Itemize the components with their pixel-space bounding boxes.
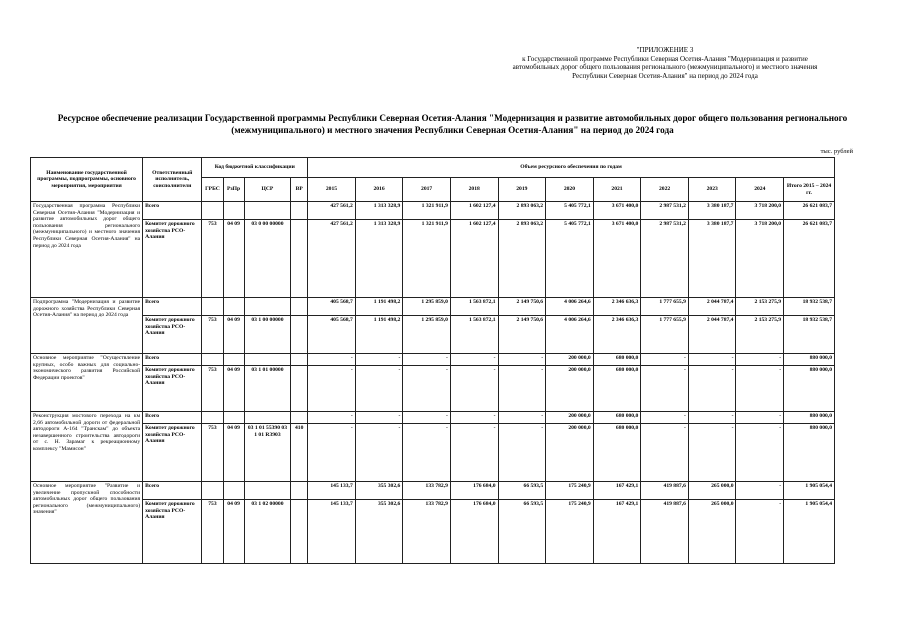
row-value-2015: -	[308, 366, 356, 412]
row-total: 18 932 538,7	[784, 298, 835, 316]
row-csr: 03 1 00 00000	[244, 316, 291, 354]
row-rzpr: 04 09	[223, 366, 244, 412]
row-vr: 410	[291, 424, 308, 482]
header-year-0: 2015	[308, 178, 356, 202]
row-executor: Всего	[143, 482, 202, 500]
table-row	[31, 482, 835, 500]
row-value-2016: -	[355, 354, 403, 366]
row-value-2016: -	[355, 366, 403, 412]
row-value-2018: 1 563 872,1	[450, 316, 498, 354]
row-grbs	[202, 298, 223, 316]
header-year-7: 2022	[641, 178, 689, 202]
header-total: Итого 2015 – 2024 гг.	[784, 178, 835, 202]
row-value-2021: 3 671 400,0	[593, 220, 641, 298]
row-rzpr	[223, 412, 244, 424]
row-rzpr: 04 09	[223, 500, 244, 564]
row-value-2024: 2 153 275,9	[736, 298, 784, 316]
row-value-2017: 133 782,9	[403, 482, 451, 500]
row-value-2016: 1 313 328,9	[355, 220, 403, 298]
row-executor: Комитет дорожного хозяйства РСО-Алания	[143, 316, 202, 354]
row-total: 26 621 083,7	[784, 202, 835, 220]
row-executor: Комитет дорожного хозяйства РСО-Алания	[143, 500, 202, 564]
row-executor: Всего	[143, 412, 202, 424]
row-value-2020: 175 240,9	[546, 482, 594, 500]
row-vr	[291, 316, 308, 354]
row-value-2024: -	[736, 354, 784, 366]
row-value-2023: -	[688, 412, 736, 424]
header-code-0: ГРБС	[202, 178, 223, 202]
row-executor: Всего	[143, 202, 202, 220]
row-total: 1 905 054,4	[784, 482, 835, 500]
row-value-2017: -	[403, 354, 451, 366]
row-executor: Комитет дорожного хозяйства РСО-Алания	[143, 424, 202, 482]
row-csr: 03 1 01 00000	[244, 366, 291, 412]
row-total: 880 000,0	[784, 412, 835, 424]
row-grbs: 753	[202, 424, 223, 482]
row-value-2016: 1 313 328,9	[355, 202, 403, 220]
row-value-2023: 265 000,0	[688, 482, 736, 500]
row-value-2023: 265 000,0	[688, 500, 736, 564]
header-year-5: 2020	[546, 178, 594, 202]
row-vr	[291, 500, 308, 564]
row-value-2017: -	[403, 412, 451, 424]
row-value-2017: 1 321 911,9	[403, 220, 451, 298]
row-grbs: 753	[202, 500, 223, 564]
row-vr	[291, 220, 308, 298]
header-year-1: 2016	[355, 178, 403, 202]
row-value-2020: 4 006 264,6	[546, 316, 594, 354]
row-csr: 03 0 00 00000	[244, 220, 291, 298]
row-value-2021: 3 671 400,0	[593, 202, 641, 220]
row-value-2023: 2 044 787,4	[688, 316, 736, 354]
document-title: Ресурсное обеспечение реализации Государственной программы Республики Северная Осетия-Алания "Модернизация и развитие автомобильных дорог общего пользования регионального (межмуниципального) и местного значения Республики Северная Осетия-Алания" на период до 2024 года	[57, 113, 848, 135]
row-rzpr	[223, 354, 244, 366]
header-year-6: 2021	[593, 178, 641, 202]
row-grbs: 753	[202, 220, 223, 298]
row-value-2016: -	[355, 424, 403, 482]
row-value-2016: 1 191 498,2	[355, 316, 403, 354]
row-value-2023: -	[688, 354, 736, 366]
row-value-2016: -	[355, 412, 403, 424]
row-value-2022: 1 777 655,9	[641, 298, 689, 316]
row-value-2017: 1 295 859,0	[403, 298, 451, 316]
row-value-2017: 1 321 911,9	[403, 202, 451, 220]
row-value-2020: 4 006 264,6	[546, 298, 594, 316]
row-total: 18 932 538,7	[784, 316, 835, 354]
row-executor: Всего	[143, 354, 202, 366]
row-value-2021: 680 000,0	[593, 424, 641, 482]
row-value-2016: 355 302,6	[355, 500, 403, 564]
row-vr	[291, 298, 308, 316]
row-rzpr: 04 09	[223, 220, 244, 298]
row-value-2022: -	[641, 412, 689, 424]
row-value-2023: 3 380 187,7	[688, 220, 736, 298]
table-row	[31, 366, 835, 412]
row-total: 880 000,0	[784, 366, 835, 412]
row-rzpr: 04 09	[223, 424, 244, 482]
row-value-2019: 66 593,5	[498, 500, 546, 564]
header-code-2: ЦСР	[244, 178, 291, 202]
row-value-2019: 2 893 063,2	[498, 220, 546, 298]
row-vr	[291, 412, 308, 424]
row-value-2015: 427 561,2	[308, 220, 356, 298]
row-rzpr	[223, 298, 244, 316]
row-value-2019: -	[498, 354, 546, 366]
row-value-2022: -	[641, 366, 689, 412]
row-value-2018: 1 602 127,4	[450, 220, 498, 298]
row-value-2024: -	[736, 500, 784, 564]
appendix-label: "ПРИЛОЖЕНИЕ 3	[636, 46, 694, 54]
row-vr	[291, 354, 308, 366]
row-csr	[244, 354, 291, 366]
row-total: 880 000,0	[784, 354, 835, 366]
row-grbs	[202, 354, 223, 366]
row-value-2024: 3 718 200,0	[736, 220, 784, 298]
header-code-1: РзПр	[223, 178, 244, 202]
row-value-2019: 2 149 750,6	[498, 316, 546, 354]
row-value-2024: 3 718 200,0	[736, 202, 784, 220]
row-value-2020: 200 000,0	[546, 424, 594, 482]
row-csr: 03 1 01 55390 03 1 01 R3903	[244, 424, 291, 482]
table-row	[31, 424, 835, 482]
row-executor: Комитет дорожного хозяйства РСО-Алания	[143, 366, 202, 412]
row-value-2024: -	[736, 482, 784, 500]
row-value-2018: -	[450, 366, 498, 412]
row-value-2018: 1 602 127,4	[450, 202, 498, 220]
row-value-2017: -	[403, 424, 451, 482]
table-row	[31, 500, 835, 564]
row-value-2016: 1 191 498,2	[355, 298, 403, 316]
row-value-2023: 2 044 787,4	[688, 298, 736, 316]
row-csr	[244, 412, 291, 424]
row-name: Основное мероприятие "Осуществление крупных, особо важных для социально-экономического развития Российской Федерации проектов"	[31, 354, 143, 412]
row-value-2022: -	[641, 424, 689, 482]
row-vr	[291, 202, 308, 220]
row-value-2022: 2 987 531,2	[641, 220, 689, 298]
row-value-2020: 200 000,0	[546, 412, 594, 424]
row-value-2023: -	[688, 366, 736, 412]
row-value-2019: -	[498, 412, 546, 424]
row-grbs	[202, 482, 223, 500]
row-value-2022: 2 987 531,2	[641, 202, 689, 220]
row-vr	[291, 482, 308, 500]
appendix-block	[500, 46, 830, 80]
row-csr	[244, 482, 291, 500]
header-year-4: 2019	[498, 178, 546, 202]
row-name: Подпрограмма "Модернизация и развитие дорожного хозяйства Республики Северная Осетия-Алания" на период до 2024 года	[31, 298, 143, 354]
row-vr	[291, 366, 308, 412]
row-value-2020: 200 000,0	[546, 354, 594, 366]
row-value-2023: 3 380 187,7	[688, 202, 736, 220]
row-value-2020: 200 000,0	[546, 366, 594, 412]
row-value-2019: -	[498, 366, 546, 412]
row-executor: Всего	[143, 298, 202, 316]
row-rzpr: 04 09	[223, 316, 244, 354]
row-rzpr	[223, 202, 244, 220]
row-name: Государственная программа Республики Северная Осетия-Алания "Модернизация и развитие автомобильных дорог общего пользования регионального (межмуниципального) и местного значения Республики Северная Осетия-Алания" на период до 2024 года	[31, 202, 143, 298]
row-value-2015: 145 133,7	[308, 482, 356, 500]
appendix-reference: к Государственной программе Республики Северная Осетия-Алания "Модернизация и развитие автомобильных дорог общего пользования регионального (межмуниципального) и местного значения Республики Северная Осетия-Алания" на период до 2024 года	[512, 54, 818, 80]
header-year-8: 2023	[688, 178, 736, 202]
row-csr: 03 1 02 00000	[244, 500, 291, 564]
row-value-2015: -	[308, 424, 356, 482]
row-value-2024: 2 153 275,9	[736, 316, 784, 354]
row-value-2015: -	[308, 354, 356, 366]
row-grbs: 753	[202, 316, 223, 354]
row-value-2018: 176 684,0	[450, 482, 498, 500]
header-year-2: 2017	[403, 178, 451, 202]
row-value-2015: 405 568,7	[308, 316, 356, 354]
row-value-2024: -	[736, 424, 784, 482]
row-value-2020: 5 405 772,1	[546, 220, 594, 298]
row-executor: Комитет дорожного хозяйства РСО-Алания	[143, 220, 202, 298]
row-grbs: 753	[202, 366, 223, 412]
row-grbs	[202, 202, 223, 220]
row-value-2020: 175 240,9	[546, 500, 594, 564]
header-executor: Ответственный исполнитель, соисполнители	[143, 158, 202, 202]
row-value-2022: 1 777 655,9	[641, 316, 689, 354]
row-value-2022: 419 887,6	[641, 500, 689, 564]
row-value-2015: 427 561,2	[308, 202, 356, 220]
row-total: 1 905 054,4	[784, 500, 835, 564]
row-value-2021: 167 429,1	[593, 482, 641, 500]
header-budget-code: Код бюджетной классификации	[202, 158, 308, 178]
row-value-2019: 2 893 063,2	[498, 202, 546, 220]
row-value-2021: 2 346 636,3	[593, 316, 641, 354]
row-value-2018: -	[450, 424, 498, 482]
row-value-2021: 2 346 636,3	[593, 298, 641, 316]
row-value-2020: 5 405 772,1	[546, 202, 594, 220]
row-value-2024: -	[736, 366, 784, 412]
row-value-2015: 405 568,7	[308, 298, 356, 316]
row-value-2015: -	[308, 412, 356, 424]
row-value-2018: 176 684,0	[450, 500, 498, 564]
table-row	[31, 412, 835, 424]
header-name: Наименование государственной программы, подпрограммы, основного мероприятия, мероприятия	[31, 158, 143, 202]
row-value-2022: 419 887,6	[641, 482, 689, 500]
row-value-2019: 2 149 750,6	[498, 298, 546, 316]
row-value-2016: 355 302,6	[355, 482, 403, 500]
row-rzpr	[223, 482, 244, 500]
row-value-2018: -	[450, 412, 498, 424]
header-year-9: 2024	[736, 178, 784, 202]
row-value-2021: 680 000,0	[593, 354, 641, 366]
row-value-2017: 133 782,9	[403, 500, 451, 564]
row-total: 880 000,0	[784, 424, 835, 482]
row-grbs	[202, 412, 223, 424]
row-value-2017: -	[403, 366, 451, 412]
row-value-2018: 1 563 872,1	[450, 298, 498, 316]
table-row	[31, 298, 835, 316]
resource-table	[30, 157, 835, 564]
row-value-2021: 167 429,1	[593, 500, 641, 564]
row-value-2017: 1 295 859,0	[403, 316, 451, 354]
row-csr	[244, 298, 291, 316]
row-value-2018: -	[450, 354, 498, 366]
row-name: Основное мероприятие "Развитие и увеличение пропускной способности автомобильных дорог общего пользования регионального (межмуниципального) значения"	[31, 482, 143, 564]
units-label: тыс. рублей	[820, 148, 853, 155]
row-value-2015: 145 133,7	[308, 500, 356, 564]
row-name: Реконструкция мостового перехода на км 2,66 автомобильной дороги от федеральной автодороги А-164 "Транскам" до объекта незавершенного строительства автодороги от с. Н. Зарамаг к рекреационному комплексу "Мамисон"	[31, 412, 143, 482]
row-value-2019: 66 593,5	[498, 482, 546, 500]
table-row	[31, 354, 835, 366]
row-value-2024: -	[736, 412, 784, 424]
row-value-2019: -	[498, 424, 546, 482]
row-value-2021: 680 000,0	[593, 366, 641, 412]
table-row	[31, 316, 835, 354]
row-value-2021: 680 000,0	[593, 412, 641, 424]
row-value-2022: -	[641, 354, 689, 366]
header-code-3: ВР	[291, 178, 308, 202]
row-value-2023: -	[688, 424, 736, 482]
table-row	[31, 220, 835, 298]
row-total: 26 621 083,7	[784, 220, 835, 298]
row-csr	[244, 202, 291, 220]
header-volume: Объем ресурсного обеспечения по годам	[308, 158, 835, 178]
table-row	[31, 202, 835, 220]
header-year-3: 2018	[450, 178, 498, 202]
